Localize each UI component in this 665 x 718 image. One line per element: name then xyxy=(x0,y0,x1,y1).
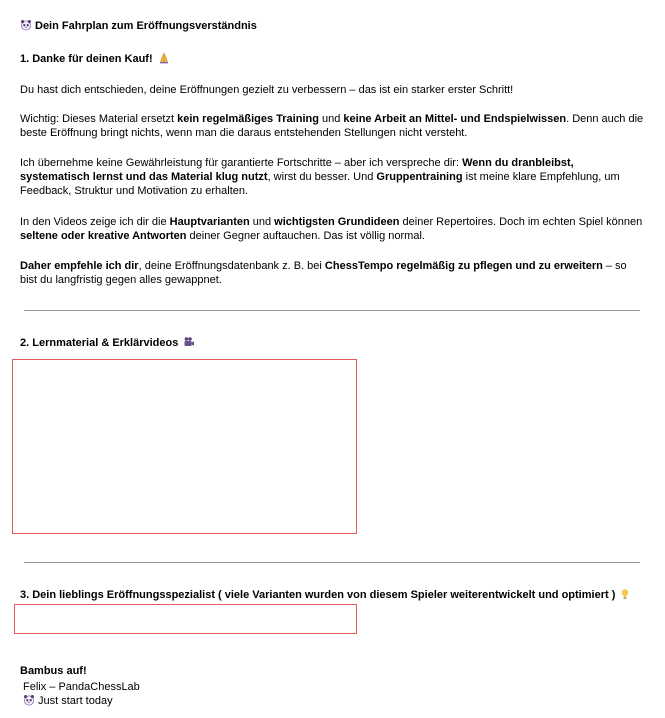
video-embed-placeholder[interactable] xyxy=(12,359,357,534)
tagline: Just start today xyxy=(23,694,113,708)
divider xyxy=(24,562,640,563)
section-1-heading: 1. Danke für deinen Kauf! xyxy=(20,52,173,66)
author-line: Felix – PandaChessLab xyxy=(23,681,140,693)
warranty-paragraph: Ich übernehme keine Gewährleistung für garantierte Fortschritte – aber ich verspreche dir: Wenn du dranbleibst, systematisch lernst und das Material klug nutzt, wirst du besser. Und Gruppentraining ist meine klare Empfehlung, um Feedback, Struktur und Motivation zu erhalten. xyxy=(20,157,620,197)
player-embed-placeholder[interactable] xyxy=(14,604,357,634)
section-2-heading: 2. Lernmaterial & Erklärvideos xyxy=(20,336,198,350)
praying-hands-icon xyxy=(158,52,170,64)
video-camera-icon xyxy=(183,336,195,348)
panda-icon xyxy=(20,19,32,31)
page-title: Dein Fahrplan zum Eröffnungsverständnis xyxy=(20,19,257,33)
panda-icon xyxy=(23,694,35,706)
important-paragraph: Wichtig: Dieses Material ersetzt kein regelmäßiges Training und keine Arbeit an Mittel- und Endspielwissen. Denn auch die beste Eröffnung bringt nichts, wenn man die daraus entstehenden Stellungen nicht versteht. xyxy=(20,113,644,139)
signoff-line: Bambus auf! xyxy=(20,665,87,677)
section-3-heading: 3. Dein lieblings Eröffnungsspezialist ( viele Varianten wurden von diesem Spieler weiterentwickelt und optimiert ) xyxy=(20,588,634,602)
divider xyxy=(24,310,640,311)
recommendation-paragraph: Daher empfehle ich dir, deine Eröffnungsdatenbank z. B. bei ChessTempo regelmäßig zu pflegen und zu erweitern – so bist du langfristig gegen alles gewappnet. xyxy=(20,260,627,286)
intro-paragraph: Du hast dich entschieden, deine Eröffnungen gezielt zu verbessern – das ist ein starker erster Schritt! xyxy=(20,84,514,96)
lightbulb-icon xyxy=(619,588,631,600)
videos-paragraph: In den Videos zeige ich dir die Hauptvarianten und wichtigsten Grundideen deiner Repertoires. Doch im echten Spiel können seltene oder kreative Antworten deiner Gegner auftauchen. Das ist völlig normal. xyxy=(20,216,643,242)
